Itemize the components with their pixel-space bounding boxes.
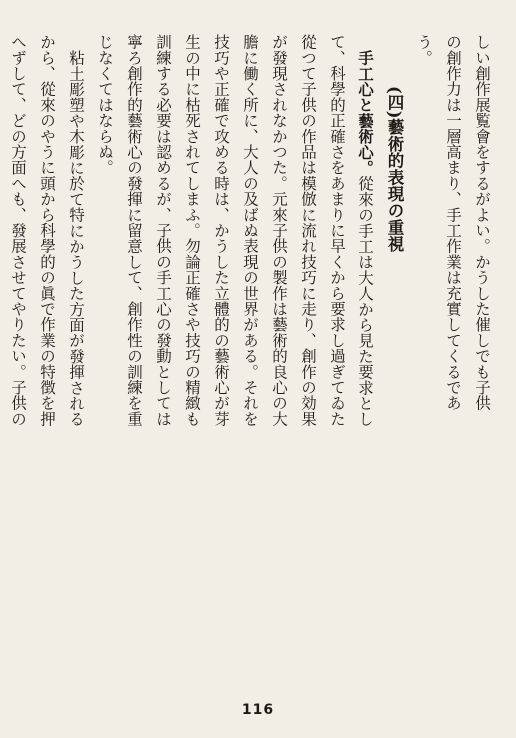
text-line: が發現されなかつた。元來子供の製作は藝術的良心の大: [270, 34, 288, 427]
text-line: へずして、どの方面へも、發展させてやりたい。子供の: [9, 34, 27, 427]
paragraph-start: 粘土彫塑や木彫に於て特にかうした方面が發揮される: [67, 50, 85, 427]
text-line: 技巧や正確で攻める時は、かうした立體的の藝術心が芽: [212, 34, 230, 427]
paragraph-lead: 手工心と藝術心。: [356, 50, 375, 176]
text-line: う。: [415, 34, 433, 66]
text-line: 生の中に枯死されてしまふ。勿論正確さや技巧の精緻も: [183, 34, 201, 427]
section-heading: (四)藝術的表現の重視: [385, 86, 404, 253]
text-line: 從つて子供の作品は模倣に流れ技巧に走り、創作の効果: [299, 34, 317, 427]
text-line: 訓練する必要は認めるが、子供の手工心の發動としては: [154, 34, 172, 427]
text-line: しい創作展覧會をするがよい。かうした催しでも子供: [473, 34, 491, 411]
vertical-text-block: [9, 34, 496, 674]
page-number: 116: [241, 702, 275, 718]
text-line: から、從來のやうに頭から科學的の眞で作業の特徴を押: [38, 34, 56, 427]
text-line: じなくてはならぬ。: [96, 34, 114, 176]
text-line: の創作力は一層高まり、手工作業は充實してくるであ: [444, 34, 462, 411]
text-line: 膽に働く所に、大人の及ばぬ表現の世界がある。それを: [241, 34, 259, 427]
text-line: 寧ろ創作的藝術心の發揮に留意して、創作性の訓練を重: [125, 34, 143, 427]
paragraph-start: 手工心と藝術心。從來の手工は大人から見た要求とし: [356, 50, 375, 427]
text-line: て、科學的正確さをあまりに早くから要求し過ぎてゐた: [328, 34, 346, 427]
